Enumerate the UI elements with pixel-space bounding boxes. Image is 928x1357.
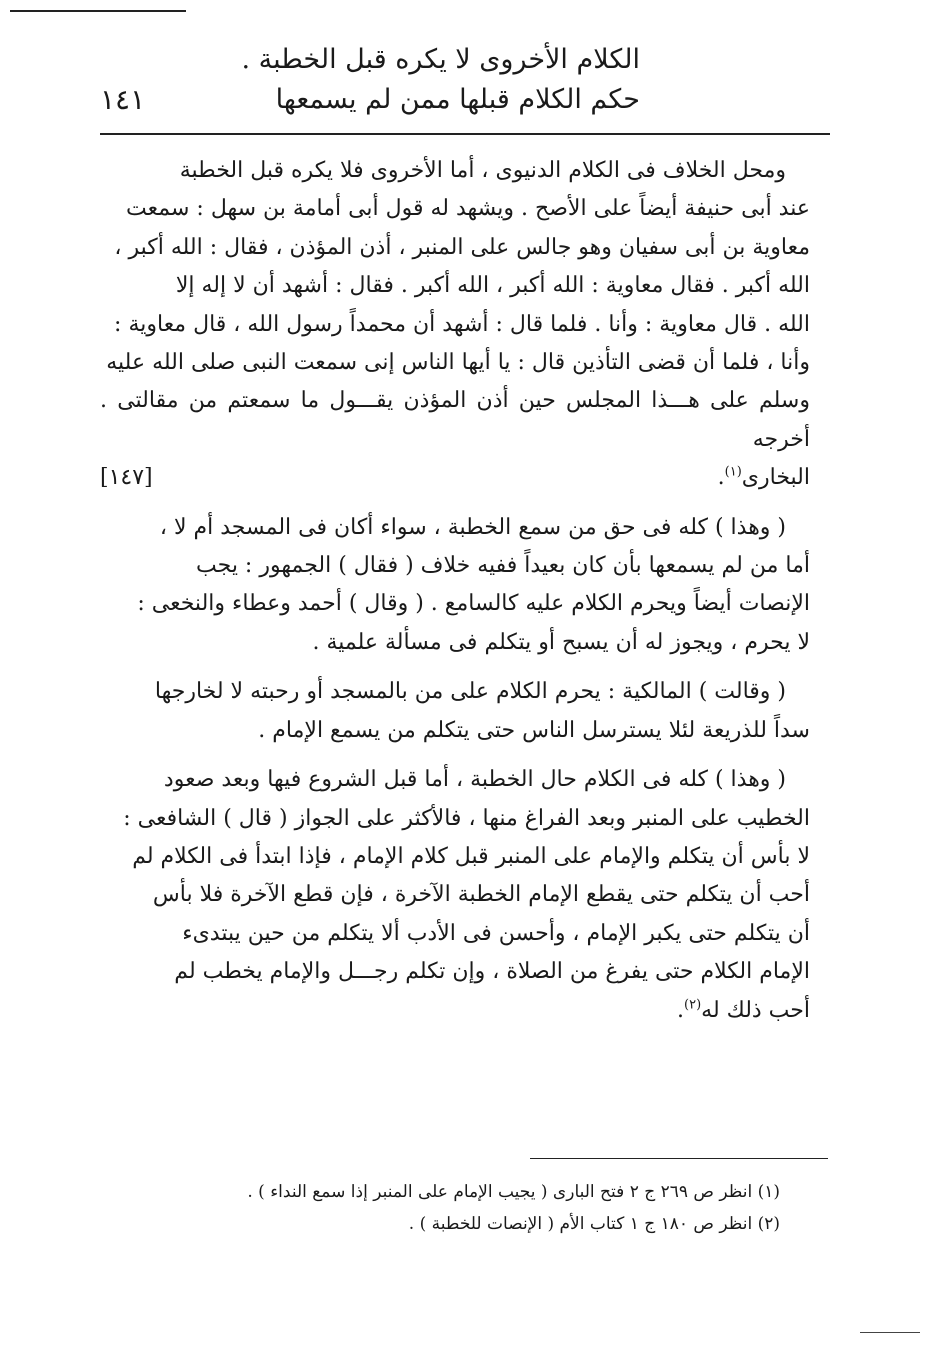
- bottom-corner-rule: [860, 1332, 920, 1333]
- footnote-separator: [530, 1158, 828, 1159]
- text-line: الله أكبر . فقال معاوية : الله أكبر ، الله أكبر . فقال : أشهد أن لا إله إلا: [175, 273, 810, 299]
- text-line: ( وهذا ) كله فى حق من سمع الخطبة ، سواء أكان فى المسجد أم لا ،: [159, 514, 786, 540]
- main-text: [100, 152, 810, 1041]
- text-line-last: [100, 459, 810, 497]
- text-line: أن يتكلم حتى يكبر الإمام ، وأحسن فى الأدب ألا يتكلم من حين يبتدىء: [182, 920, 810, 946]
- footnote-2: (٢) انظر ص ١٨٠ ج ١ كتاب الأم ( الإنصات للخطبة ) .: [408, 1214, 780, 1234]
- paragraph-3: [100, 673, 810, 750]
- page-number: ١٤١: [100, 83, 146, 116]
- text-line: لا بأس أن يتكلم والإمام على المنبر قبل كلام الإمام ، فإذا ابتدأ فى الكلام لم: [132, 843, 810, 869]
- footnote-ref-2: (٢): [684, 997, 702, 1013]
- text-line: الإمام الكلام حتى يفرغ من الصلاة ، وإن تكلم رجـــل والإمام يخطب لم: [174, 959, 810, 985]
- text-line: لا يحرم ، ويجوز له أن يسبح أو يتكلم فى مسألة علمية .: [312, 629, 810, 655]
- text-fragment: أحب ذلك له: [701, 997, 810, 1023]
- footnote-ref-1: (١): [724, 464, 742, 480]
- paragraph-4: [100, 761, 810, 1030]
- text-line: سداً للذريعة لئلا يسترسل الناس حتى يتكلم من يسمع الإمام .: [258, 717, 810, 743]
- text-line: أما من لم يسمعها بأن كان بعيداً ففيه خلاف ( فقال ) الجمهور : يجب: [196, 553, 810, 579]
- paragraph-1: [100, 152, 810, 498]
- top-corner-rule: [10, 10, 186, 12]
- text-line: عند أبى حنيفة أيضاً على الأصح . ويشهد له قول أبى أمامة بن سهل : سمعت: [126, 196, 810, 222]
- page-header: [100, 40, 830, 120]
- text-line: ومحل الخلاف فى الكلام الدنيوى ، أما الأخروى فلا يكره قبل الخطبة: [179, 158, 786, 183]
- text-line-last: [100, 992, 810, 1030]
- header-title-line-1: الكلام الأخروى لا يكره قبل الخطبة .: [241, 44, 640, 75]
- header-rule: [100, 133, 830, 135]
- text-line: وأنا ، فلما أن قضى التأذين قال : يا أيها الناس إنى سمعت النبى صلى الله عليه: [106, 350, 810, 376]
- text-line: أحب أن يتكلم حتى يقطع الإمام الخطبة الآخرة ، فإن قطع الآخرة فلا بأس: [152, 882, 810, 908]
- text-fragment: .: [717, 465, 725, 491]
- text-line: وسلم على هـــذا المجلس حين أذن المؤذن يقـــول ما سمعتم من مقالتى . أخرجه: [100, 388, 810, 452]
- text-line: الله . قال معاوية : وأنا . فلما قال : أشهد أن محمداً رسول الله ، قال معاوية :: [114, 311, 810, 337]
- paragraph-2: [100, 509, 810, 663]
- text-line: ( وهذا ) كله فى الكلام حال الخطبة ، أما قبل الشروع فيها وبعد صعود: [163, 767, 786, 793]
- header-title-line-2: حكم الكلام قبلها ممن لم يسمعها: [275, 84, 640, 115]
- text-line: ( وقالت ) المالكية : يحرم الكلام على من بالمسجد أو رحبته لا لخارجها: [154, 679, 786, 705]
- text-line: الخطيب على المنبر وبعد الفراغ منها ، فالأكثر على الجواز ( قال ) الشافعى :: [123, 805, 810, 831]
- text-line: معاوية بن أبى سفيان وهو جالس على المنبر ، أذن المؤذن ، فقال : الله أكبر ،: [114, 234, 810, 260]
- text-line: الإنصات أيضاً ويحرم الكلام عليه كالسامع . ( وقال ) أحمد وعطاء والنخعى :: [137, 591, 810, 617]
- header-row-2: [100, 80, 830, 120]
- text-fragment: .: [677, 997, 685, 1023]
- text-fragment: البخارى: [741, 465, 810, 491]
- footnotes: [120, 1176, 780, 1240]
- footnote-1: (١) انظر ص ٢٦٩ ج ٢ فتح البارى ( يجيب الإمام على المنبر إذا سمع النداء ) .: [247, 1182, 780, 1202]
- hadith-number-marker: [١٤٧]: [100, 465, 153, 491]
